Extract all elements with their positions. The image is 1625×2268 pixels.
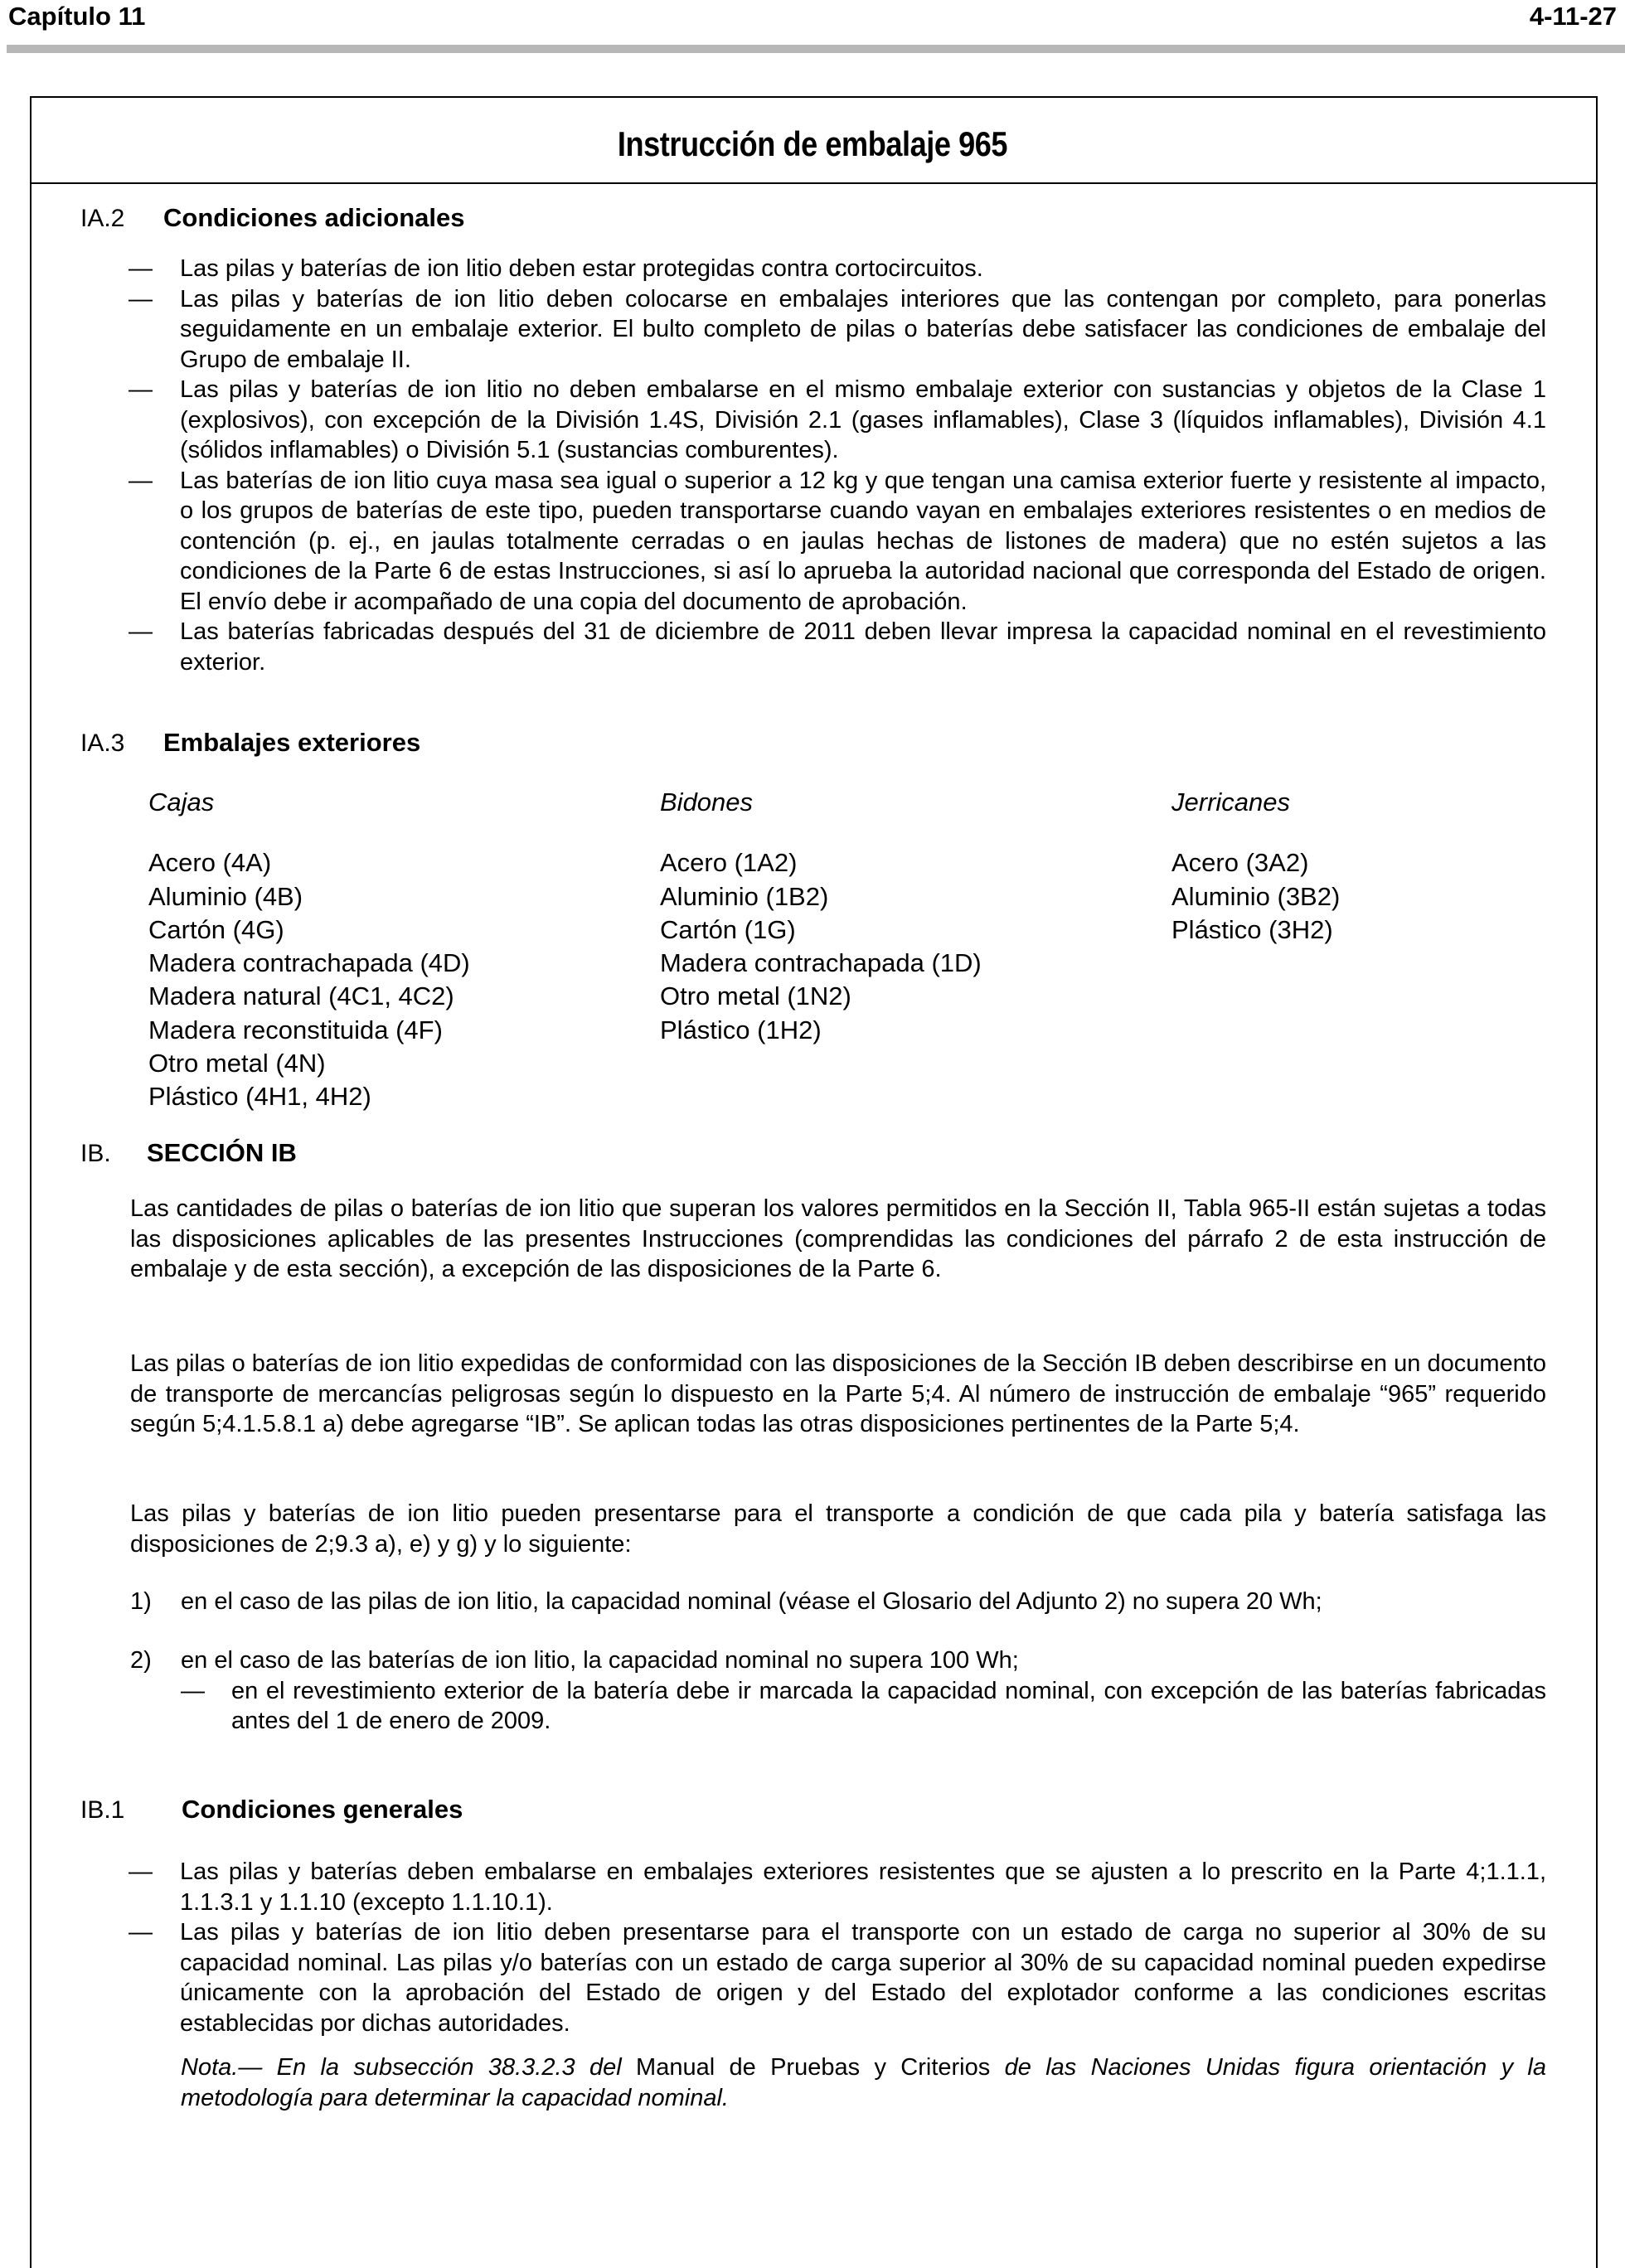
list-item: Plástico (3H2): [1171, 914, 1333, 944]
section-number-ib1: IB.1: [80, 1796, 125, 1824]
list-item: Cartón (4G): [148, 914, 284, 944]
note-label: Nota.—: [181, 2054, 263, 2081]
dash-bullet: —: [129, 376, 153, 403]
list-item: [129, 466, 1546, 618]
ib-paragraph-1: Las cantidades de pilas o baterías de ion litio que superan los valores permitidos en la Sección II, Tabla 965-II están sujetas a todas las disposiciones aplicables de las presentes Instrucciones (comprendidas las condiciones del párrafo 2 de esta instrucción de embalaje y de esta sección), a excepción de las disposiciones de la Parte 6.: [130, 1195, 1546, 1282]
note-text-part-1: En la subsección 38.3.2.3 del: [262, 2054, 637, 2081]
list-item: Acero (1A2): [660, 848, 798, 878]
numbered-item-1: [130, 1587, 1546, 1617]
list-item-text: Las baterías de ion litio cuya masa sea igual o superior a 12 kg y que tengan una camisa exterior fuerte y resistente al impacto, o los grupos de baterías de este tipo, pueden transportarse cuando vayan en embalajes exteriores resistentes o en medios de contención (p. ej., en jaulas totalmente cerradas o en jaulas hechas de listones de madera) que no estén sujetos a las condiciones de la Parte 6 de estas Instrucciones, si así lo aprueba la autoridad nacional que corresponda del Estado de origen. El envío debe ir acompañado de una copia del documento de aprobación.: [180, 467, 1546, 615]
ib-paragraph-3: Las pilas y baterías de ion litio pueden presentarse para el transporte a condición de que cada pila y batería satisfaga las disposiciones de 2;9.3 a), e) y g) y lo siguiente:: [130, 1500, 1546, 1558]
running-header: [0, 0, 1625, 41]
section-title-ia2: Condiciones adicionales: [163, 203, 465, 232]
list-item: Plástico (4H1, 4H2): [148, 1082, 371, 1112]
list-item-text: Las pilas y baterías de ion litio deben presentarse para el transporte con un estado de carga no superior al 30% de su capacidad nominal. Las pilas y/o baterías con un estado de carga superior al 30% de su capacidad nominal pueden expedirse únicamente con la aprobación del Estado de origen y del Estado del explotador conforme a las condiciones escritas establecidas por dichas autoridades.: [180, 1919, 1546, 2037]
list-item: Cartón (1G): [660, 914, 796, 944]
list-item: Otro metal (1N2): [660, 981, 851, 1011]
section-number-ib: IB.: [80, 1140, 111, 1167]
packaging-column-jerricanes: [1171, 786, 1340, 947]
dash-bullet: —: [129, 1858, 153, 1885]
list-item: Madera reconstituida (4F): [148, 1015, 443, 1044]
dash-bullet: —: [181, 1677, 205, 1704]
list-item: [129, 375, 1546, 466]
note-manual-title: Manual de Pruebas y Criterios: [636, 2054, 991, 2081]
ia2-conditions-list: [129, 254, 1546, 677]
column-heading: Bidones: [660, 788, 754, 817]
dash-bullet: —: [129, 618, 153, 645]
sub-list: [181, 1676, 1546, 1737]
section-number-ia2: IA.2: [80, 205, 125, 232]
list-item: Aluminio (1B2): [660, 881, 829, 911]
dash-bullet: —: [129, 1919, 153, 1946]
list-item: [129, 254, 1546, 284]
section-title-ib: SECCIÓN IB: [147, 1138, 297, 1167]
column-heading: Cajas: [148, 788, 215, 817]
section-title-ia3: Embalajes exteriores: [163, 728, 421, 757]
item-text: en el caso de las baterías de ion litio, la capacidad nominal no supera 100 Wh;: [181, 1647, 1019, 1674]
sub-item-text: en el revestimiento exterior de la batería debe ir marcada la capacidad nominal, con excepción de las baterías fabricadas antes del 1 de enero de 2009.: [231, 1677, 1546, 1734]
list-item: Acero (4A): [148, 848, 272, 878]
list-item: Aluminio (3B2): [1171, 881, 1341, 911]
title-rule: [30, 182, 1598, 184]
list-item: Acero (3A2): [1171, 848, 1309, 878]
list-item: [129, 1917, 1546, 2038]
list-item: [129, 284, 1546, 376]
list-item: [129, 1857, 1546, 1917]
ib1-conditions-list: [129, 1857, 1546, 2038]
page-number: 4-11-27: [1529, 2, 1617, 31]
section-number-ia3: IA.3: [80, 729, 125, 757]
list-item: Madera contrachapada (4D): [148, 948, 470, 978]
header-rule: [7, 45, 1625, 53]
item-number: 1): [130, 1588, 152, 1615]
item-body: [181, 1645, 1546, 1737]
page-title: Instrucción de embalaje 965: [617, 124, 1008, 163]
item-number: 2): [130, 1647, 152, 1674]
list-item: Madera natural (4C1, 4C2): [148, 981, 454, 1011]
ib-paragraph-2: Las pilas o baterías de ion litio expedidas de conformidad con las disposiciones de la Sección IB deben describirse en un documento de transporte de mercancías peligrosas según lo dispuesto en la Parte 5;4. Al número de instrucción de embalaje “965” requerido según 5;4.1.5.8.1 a) debe agregarse “IB”. Se aplican todas las otras disposiciones pertinentes de la Parte 5;4.: [130, 1350, 1546, 1437]
dash-bullet: —: [129, 285, 153, 313]
list-item-text: Las pilas y baterías de ion litio no deben embalarse en el mismo embalaje exterior con sustancias y objetos de la Clase 1 (explosivos), con excepción de la División 1.4S, División 2.1 (gases inflamables), Clase 3 (líquidos inflamables), División 4.1 (sólidos inflamables) o División 5.1 (sustancias comburentes).: [180, 376, 1546, 463]
section-title-ib1: Condiciones generales: [182, 1795, 463, 1824]
list-item: [129, 617, 1546, 677]
list-item-text: Las baterías fabricadas después del 31 de diciembre de 2011 deben llevar impresa la capacidad nominal en el revestimiento exterior.: [180, 618, 1546, 676]
list-item: Plástico (1H2): [660, 1015, 822, 1044]
list-item-text: Las pilas y baterías de ion litio deben colocarse en embalajes interiores que las contengan por completo, para ponerlas seguidamente en un embalaje exterior. El bulto completo de pilas o baterías debe satisfacer las condiciones de embalaje del Grupo de embalaje II.: [180, 285, 1546, 373]
chapter-label: Capítulo 11: [8, 2, 146, 31]
item-text: en el caso de las pilas de ion litio, la capacidad nominal (véase el Glosario del Adjunto 2) no supera 20 Wh;: [181, 1588, 1322, 1615]
dash-bullet: —: [129, 255, 153, 282]
packaging-column-bidones: [660, 786, 982, 1047]
note-text-part-2: de las Naciones Unidas figura orientación y la metodología para determinar la capacidad nominal.: [181, 2054, 1546, 2111]
sub-list-item: [181, 1676, 1546, 1737]
list-item-text: Las pilas y baterías deben embalarse en embalajes exteriores resistentes que se ajusten a lo prescrito en la Parte 4;1.1.1, 1.1.3.1 y 1.1.10 (excepto 1.1.10.1).: [180, 1858, 1546, 1916]
packaging-column-cajas: [148, 786, 470, 1114]
list-item: Aluminio (4B): [148, 881, 303, 911]
numbered-item-2: [130, 1645, 1546, 1737]
list-item: Madera contrachapada (1D): [660, 948, 982, 978]
column-heading: Jerricanes: [1171, 788, 1290, 817]
note-paragraph: [181, 2052, 1546, 2113]
list-item: Otro metal (4N): [148, 1049, 326, 1078]
dash-bullet: —: [129, 467, 153, 494]
list-item-text: Las pilas y baterías de ion litio deben estar protegidas contra cortocircuitos.: [180, 255, 983, 282]
